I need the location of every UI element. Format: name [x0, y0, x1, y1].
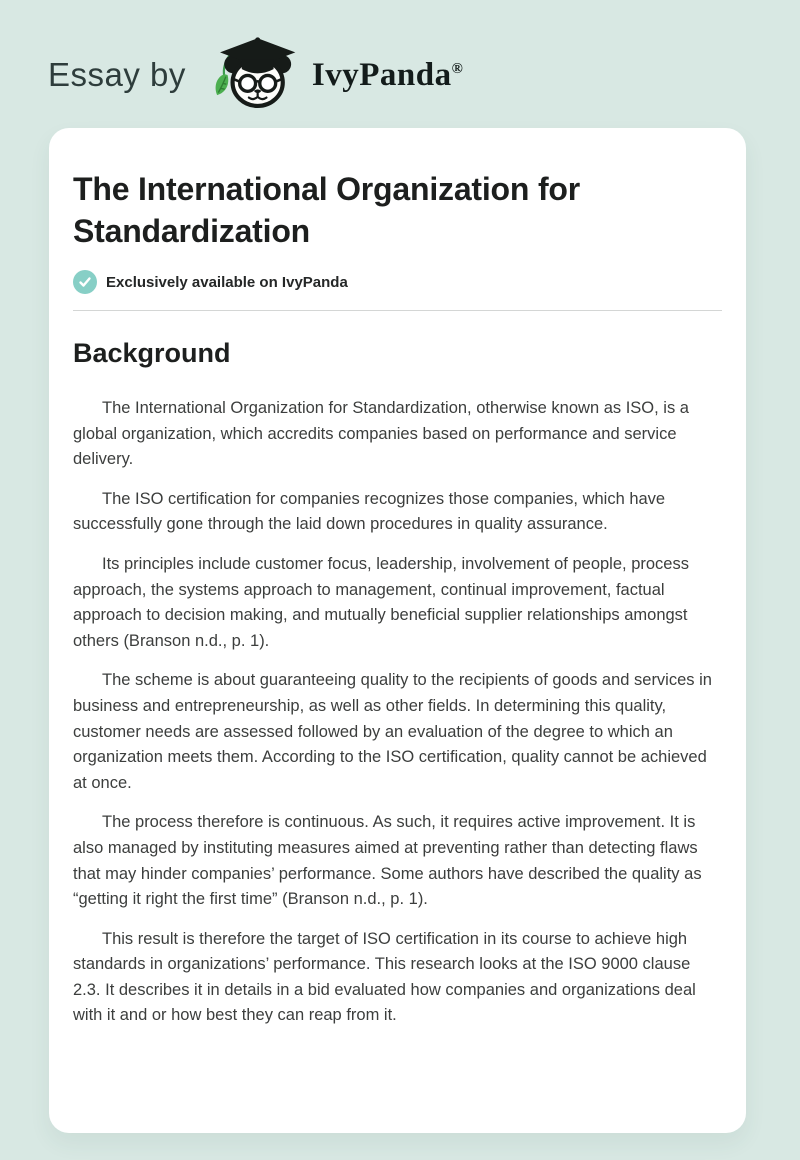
paragraph: The International Organization for Standardization, otherwise known as ISO, is a global organization, which accredits companies based on performance and service delivery.: [73, 399, 689, 469]
paragraph: The ISO certification for companies recognizes those companies, which have successfully gone through the laid down procedures in quality assurance.: [73, 489, 666, 534]
paragraph: This result is therefore the target of ISO certification in its course to achieve high standards in organizations’ performance. This research looks at the ISO 9000 clause 2.3. It describes it in details in a bid evaluated how companies and organizations deal with it and or how best they can reap from it.: [73, 929, 696, 1025]
essay-by-label: Essay by: [48, 56, 186, 93]
section-heading-background: Background: [73, 338, 231, 368]
brand-name: IvyPanda®: [311, 56, 464, 93]
paragraph: Its principles include customer focus, leadership, involvement of people, process approach, the systems approach to management, continual improvement, factual approach to decision making, and mutually beneficial supplier relationships amongst others (Branson n.d., p. 1).: [73, 554, 689, 650]
paragraph: The process therefore is continuous. As such, it requires active improvement. It is also managed by instituting measures aimed at preventing rather than detecting flaws that may hinder companies’ performance. Some authors have described the quality as “getting it right the first time” (Branson n.d., p. 1).: [73, 813, 702, 909]
availability-badge: [73, 270, 722, 294]
essay-title: The International Organization for Standardization: [73, 171, 580, 249]
paragraph: The scheme is about guaranteeing quality to the recipients of goods and services in business and entrepreneurship, as well as other fields. In determining this quality, customer needs are assessed followed by an evaluation of the degree to which an organization meets them. According to the ISO certification, quality cannot be achieved at once.: [73, 671, 712, 792]
page-header: [0, 0, 800, 118]
availability-label: Exclusively available on IvyPanda: [106, 273, 348, 291]
divider: [73, 310, 722, 311]
checkmark-circle-icon: [73, 270, 97, 294]
brand-logo[interactable]: [210, 34, 463, 116]
essay-card: [49, 128, 746, 1133]
ivypanda-panda-logo-icon: [210, 34, 302, 116]
registered-mark: ®: [451, 60, 464, 77]
essay-body: [73, 396, 722, 1029]
